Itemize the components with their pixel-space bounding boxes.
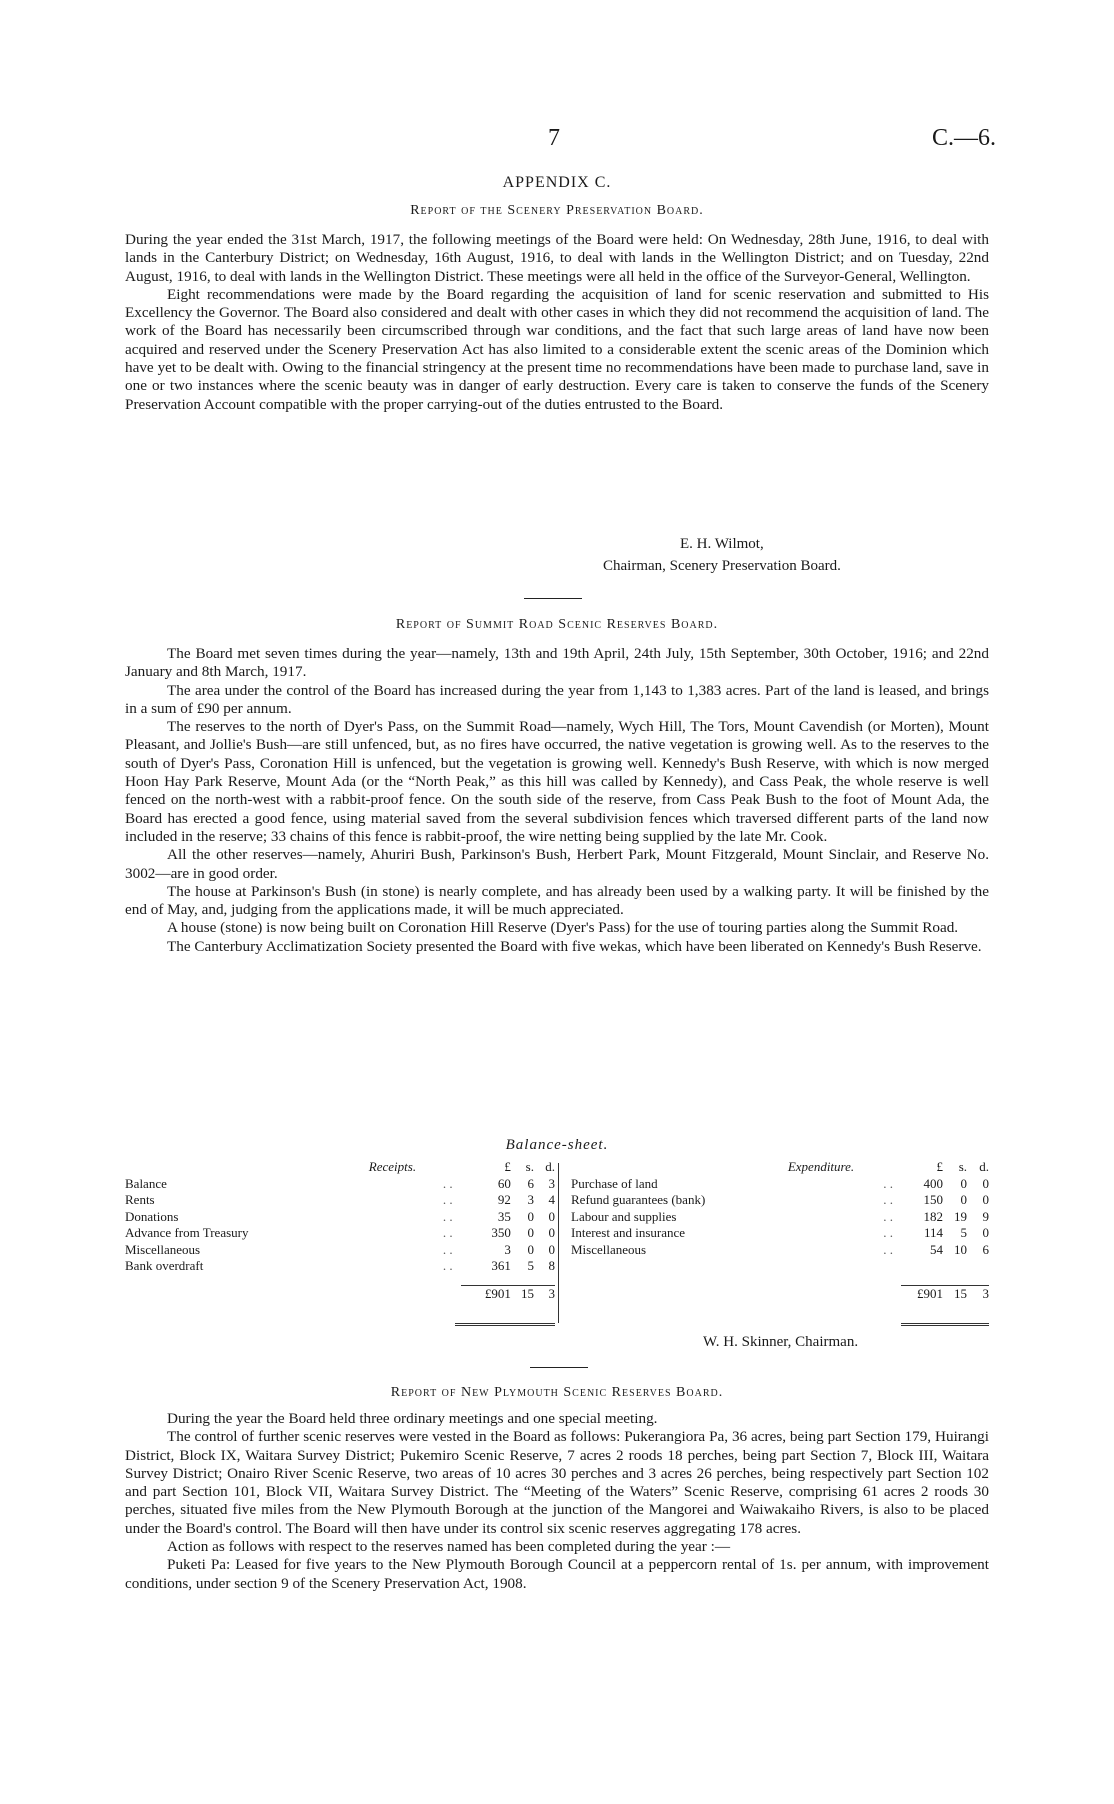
- appendix-signer-title: Chairman, Scenery Preservation Board.: [603, 558, 841, 574]
- appendix-paragraph-1: During the year ended the 31st March, 1917, the following meetings of the Board were held: On Wednesday, 28th June, 1916, to deal with lands in the Canterbury District; on Wednesday, 16th August, 1916, to deal with lands in the Wellington District; and on Tuesday, 22nd August, 1916, to deal with lands in the Wellington District. These meetings were all held in the office of the Surveyor-General, Wellington.: [125, 231, 989, 285]
- table-row: Miscellaneous . . 3 0 0: [125, 1241, 555, 1257]
- table-row: Purchase of land . . 400 0 0: [571, 1175, 989, 1191]
- table-row: Interest and insurance . . 114 5 0: [571, 1225, 989, 1240]
- page-number: 7: [548, 125, 560, 151]
- table-row: Rents . . 92 3 4: [125, 1192, 555, 1207]
- total-underline: [455, 1323, 555, 1326]
- summit-paragraph-3: The reserves to the north of Dyer's Pass, on the Summit Road—namely, Wych Hill, The Tors, Mount Cavendish (or Morten), Mount Pleasant, and Jollie's Bush—are still unfenced, but, as no fires have occurred, the native vegetation is growing well. As to the reserves to the south of Dyer's Pass, Coronation Hill is unfenced, but the vegetation is growing well. Kennedy's Bush Reserve, with which is now merged Hoon Hay Park Reserve, Mount Ada (or the “North Peak,” as this hill was called by Kennedy), and Cass Peak, the whole reserve is well fenced on the north-west with a rabbit-proof fence. On the south side of the reserve, from Cass Peak Bush to the foot of Mount Ada, the Board has erected a good fence, using material saved from the several subdivision fences which traversed different parts of the land now included in the reserve; 33 chains of this fence is rabbit-proof, the wire netting being supplied by the late Mr. Cook.: [125, 718, 989, 845]
- table-row: Balance . . 60 6 3: [125, 1175, 555, 1191]
- total-underline: [901, 1323, 989, 1326]
- receipts-table: [125, 1159, 555, 1302]
- summit-signer: W. H. Skinner, Chairman.: [703, 1334, 859, 1350]
- summit-paragraph-2: The area under the control of the Board has increased during the year from 1,143 to 1,383 acres. Part of the land is leased, and brings in a sum of £90 per annum.: [125, 681, 989, 717]
- section-divider: [524, 598, 582, 599]
- table-row: Refund guarantees (bank) . . 150 0 0: [571, 1192, 989, 1207]
- plymouth-paragraph-4: Puketi Pa: Leased for five years to the New Plymouth Borough Council at a peppercorn rental of 1s. per annum, with improvement conditions, under section 9 of the Scenery Preservation Act, 1908.: [125, 1556, 989, 1592]
- ledger-divider: [558, 1163, 559, 1323]
- pound-heading: £: [504, 1159, 511, 1174]
- expenditure-table: Expenditure. £ s. d. Purchase of land . . 400 0 0 Refund guarantees (bank) . . 150 0 0 Labour and supplies . . 182 19 9 Interest and insurance . . 114 5 0 Miscellaneous . . 54 10 6 £901 15 3: [571, 1159, 989, 1302]
- appendix-paragraph-2: Eight recommendations were made by the Board regarding the acquisition of land for scenic reservation and submitted to His Excellency the Governor. The Board also considered and dealt with other cases in which they did not recommend the acquisition of land. The work of the Board has necessarily been circumscribed through war conditions, and the fact that such large areas of land have now been acquired and reserved under the Scenery Preservation Act has also limited to a considerable extent the scenic areas of the Dominion which have yet to be dealt with. Owing to the financial stringency at the present time no recommendations have been made to purchase land, save in one or two instances where the scenic beauty was in danger of early destruction. Every care is taken to conserve the funds of the Scenery Preservation Account compatible with the proper carrying-out of the duties entrusted to the Board.: [125, 285, 989, 413]
- table-row: Donations . . 35 0 0: [125, 1208, 555, 1224]
- plymouth-paragraph-3: Action as follows with respect to the reserves named has been completed during the year :—: [167, 1538, 731, 1556]
- appendix-subtitle: Report of the Scenery Preservation Board.: [410, 203, 704, 218]
- summit-body: [125, 645, 989, 956]
- summit-paragraph-1: The Board met seven times during the year—namely, 13th and 19th April, 24th July, 15th September, 30th October, 1916; and 22nd January and 8th March, 1917.: [125, 645, 989, 681]
- summit-paragraph-6: A house (stone) is now being built on Coronation Hill Reserve (Dyer's Pass) for the use of touring parties along the Summit Road.: [167, 919, 959, 937]
- table-row: Miscellaneous . . 54 10 6: [571, 1241, 989, 1257]
- expenditure-heading: Expenditure.: [787, 1159, 855, 1174]
- document-code: C.—6.: [931, 125, 996, 151]
- appendix-signer: E. H. Wilmot,: [680, 536, 764, 552]
- pence-heading: d.: [545, 1159, 555, 1174]
- plymouth-body: [125, 1410, 989, 1593]
- plymouth-paragraph-1: During the year the Board held three ordinary meetings and one special meeting.: [167, 1410, 658, 1427]
- summit-title: Report of Summit Road Scenic Reserves Board.: [395, 617, 719, 632]
- summit-paragraph-7: The Canterbury Acclimatization Society presented the Board with five wekas, which have been liberated on Kennedy's Bush Reserve.: [167, 937, 982, 955]
- table-row: Bank overdraft . . 361 5 8: [125, 1258, 555, 1273]
- expenditure-total-row: £901 15 3: [571, 1285, 989, 1302]
- appendix-body: [125, 231, 989, 414]
- plymouth-paragraph-2: The control of further scenic reserves were vested in the Board as follows: Pukerangiora Pa, 36 acres, being part Section 179, Huirangi District, Block IX, Waitara Survey District; Pukemiro Scenic Reserve, 7 acres 2 roods 18 perches, being part Section 7, Block III, Waitara Survey District; Onairo River Scenic Reserve, two areas of 10 acres 30 perches and 3 acres 26 perches, being respectively part Section 102 and part Section 101, Block VII, Waitara Survey District. The “Meeting of the Waters” Scenic Reserve, comprising 61 acres 2 roods 30 perches, situated five miles from the New Plymouth Borough at the junction of the Mangorei and Waiwakaiho Rivers, is also to be placed under the Board's control. The Board will then have under its control six scenic reserves aggregating 178 acres.: [125, 1428, 989, 1537]
- table-row: Advance from Treasury . . 350 0 0: [125, 1225, 555, 1240]
- summit-paragraph-4: All the other reserves—namely, Ahuriri Bush, Parkinson's Bush, Herbert Park, Mount Fitzgerald, Mount Sinclair, and Reserve No. 3002—are in good order.: [125, 846, 989, 882]
- appendix-title: APPENDIX C.: [502, 174, 612, 191]
- shilling-heading: s.: [525, 1159, 534, 1174]
- section-divider: [530, 1367, 588, 1368]
- receipts-heading: Receipts.: [368, 1159, 417, 1174]
- plymouth-title: Report of New Plymouth Scenic Reserves Board.: [390, 1385, 724, 1400]
- table-row: Labour and supplies . . 182 19 9: [571, 1208, 989, 1224]
- summit-paragraph-5: The house at Parkinson's Bush (in stone) is nearly complete, and has already been used by a walking party. It will be finished by the end of May, and, judging from the applications made, it will be much appreciated.: [125, 882, 989, 919]
- receipts-total-row: £901 15 3: [125, 1285, 555, 1302]
- balance-sheet-title: Balance-sheet.: [505, 1137, 609, 1153]
